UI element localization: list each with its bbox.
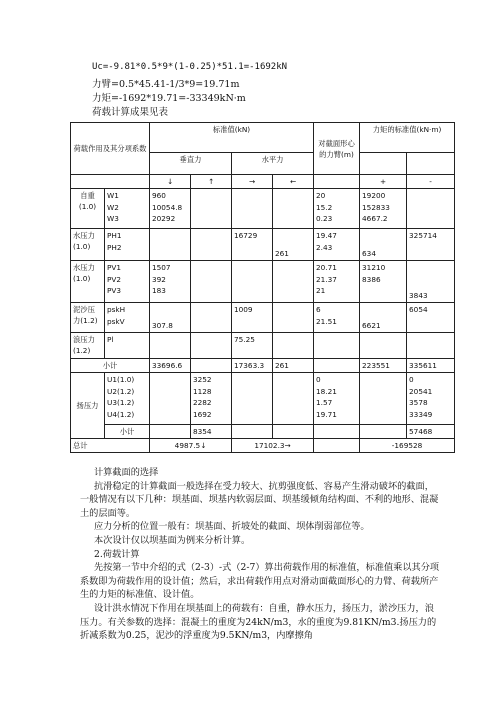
silt-right: 1009	[232, 303, 273, 333]
subtotal-down: 33696.6	[150, 359, 191, 373]
arm-formula: 力臂=0.5*45.41-1/3*9=19.71m	[92, 79, 240, 90]
water-pressure-h-names: PH1 PH2	[105, 229, 150, 261]
self-weight-plus: 19200 152833 4667.2	[360, 189, 407, 229]
water-pressure-h-left: 261	[273, 229, 314, 261]
silt-plus: 6621	[360, 303, 407, 333]
header-up-arrow: ↑	[191, 175, 232, 189]
uplift-arm: 0 18.21 1.57 19.71	[314, 373, 360, 425]
load-calculation-table	[70, 122, 455, 453]
water-pressure-v-plus: 31210 8386	[360, 261, 407, 303]
header-minus: -	[407, 175, 455, 189]
section-title-load-calc: 2.荷载计算	[94, 548, 140, 560]
paragraph-load-parameters: 设计洪水情况下作用在坝基面上的荷载有：自重，静水压力，扬压力，淤沙压力，浪压力。有关参数的选择：混凝土的重度为24kN/m3，水的重度为9.81KN/m3.扬压力的折减系数为0.25，泥沙的浮重度为9.5KN/m3，内摩擦角	[80, 602, 437, 642]
silt-names: pskH pskV	[105, 303, 150, 333]
header-arm: 对截面形心的力臂(m)	[314, 123, 360, 175]
self-weight-label: 自重(1.0)	[71, 189, 105, 229]
paragraph-design-scope: 本次设计仅以坝基面为例来分析计算。	[94, 534, 251, 546]
self-weight-arm: 20 15.2 0.23	[314, 189, 360, 229]
uplift-subtotal-label: 小计	[105, 425, 150, 439]
header-horizontal: 水平力	[232, 153, 314, 175]
header-right-arrow: →	[232, 175, 273, 189]
header-plus: +	[360, 175, 407, 189]
water-pressure-v-label: 水压力(1.0)	[71, 261, 105, 303]
header-arm-empty	[314, 175, 360, 189]
silt-minus: 6054	[407, 303, 455, 333]
wave-right: 75.25	[232, 333, 273, 359]
header-vertical: 垂直力	[150, 153, 232, 175]
uplift-formula: Uc=-9.81*0.5*9*(1-0.25)*51.1=-1692kN	[92, 62, 288, 72]
header-std-value: 标准值(kN)	[150, 123, 314, 153]
paragraph-sliding-section: 抗滑稳定的计算截面一般选择在受力较大、抗剪强度低、容易产生滑动破坏的截面，一般情况有以下几种：坝基面、坝基内软弱层面、坝基缓倾角结构面、不利的地形、混凝土的层面等。	[80, 480, 439, 519]
uplift-minus: 0 20541 3578 33349	[407, 373, 455, 425]
total-moment: -169528	[360, 439, 455, 453]
header-moment-blank	[360, 153, 407, 175]
paragraph-stress-location: 应力分析的位置一般有：坝基面、折坡处的截面、坝体削弱部位等。	[94, 521, 370, 533]
subtotal-minus: 335611	[407, 359, 455, 373]
water-pressure-h-label: 水压力(1.0)	[71, 229, 105, 261]
water-pressure-h-plus: 634	[360, 229, 407, 261]
section-title-cross-section: 计算截面的选择	[94, 467, 159, 478]
uplift-label: 扬压力	[71, 373, 105, 439]
uplift-subtotal-up: 8354	[191, 425, 232, 439]
header-load-item: 荷载作用及其分项系数	[71, 123, 150, 175]
self-weight-down: 960 10054.8 20292	[150, 189, 191, 229]
paragraph-load-method: 先按第一节中介绍的式（2-3）-式（2-7）算出荷载作用的标准值，标准值乘以其分项系数即为荷载作用的设计值；然后，求出荷载作用点对滑动面截面形心的力臂、荷载所产生的力矩的标准值、设计值。	[80, 562, 440, 601]
total-horizontal: 17102.3→	[232, 439, 314, 453]
header-moment: 力矩的标准值(kN·m)	[360, 123, 455, 153]
silt-arm: 6 21.51	[314, 303, 360, 333]
wave-name: Pl	[105, 333, 150, 359]
water-pressure-h-right: 16729	[232, 229, 273, 261]
self-weight-names: W1 W2 W3	[105, 189, 150, 229]
water-pressure-h-arm: 19.47 2.43	[314, 229, 360, 261]
body-text	[80, 466, 440, 643]
moment-formula: 力矩=-1692*19.71=-33349kN·m	[92, 93, 246, 104]
water-pressure-v-minus: 3843	[407, 261, 455, 303]
header-down-arrow: ↓	[150, 175, 191, 189]
uplift-up: 3252 1128 2282 1692	[191, 373, 232, 425]
uplift-subtotal-minus: 57468	[407, 425, 455, 439]
water-pressure-v-arm: 20.71 21.37 21	[314, 261, 360, 303]
table-caption: 荷载计算成果见表	[92, 107, 169, 118]
silt-down: 307.8	[150, 303, 191, 333]
header-moment-blank2	[407, 153, 455, 175]
subtotal-left: 261	[273, 359, 314, 373]
uplift-names: U1(1.0) U2(1.2) U3(1.2) U4(1.2)	[105, 373, 150, 425]
wave-label: 浪压力(1.2)	[71, 333, 105, 359]
water-pressure-v-names: PV1 PV2 PV3	[105, 261, 150, 303]
total-vertical: 4987.5↓	[150, 439, 232, 453]
header-empty	[71, 175, 150, 189]
silt-label: 泥沙压力(1.2)	[71, 303, 105, 333]
subtotal-right: 17363.3	[232, 359, 273, 373]
header-left-arrow: ←	[273, 175, 314, 189]
subtotal-label: 小计	[71, 359, 150, 373]
total-label: 总计	[71, 439, 150, 453]
water-pressure-v-down: 1507 392 183	[150, 261, 191, 303]
subtotal-plus: 223551	[360, 359, 407, 373]
water-pressure-h-minus: 325714	[407, 229, 455, 261]
